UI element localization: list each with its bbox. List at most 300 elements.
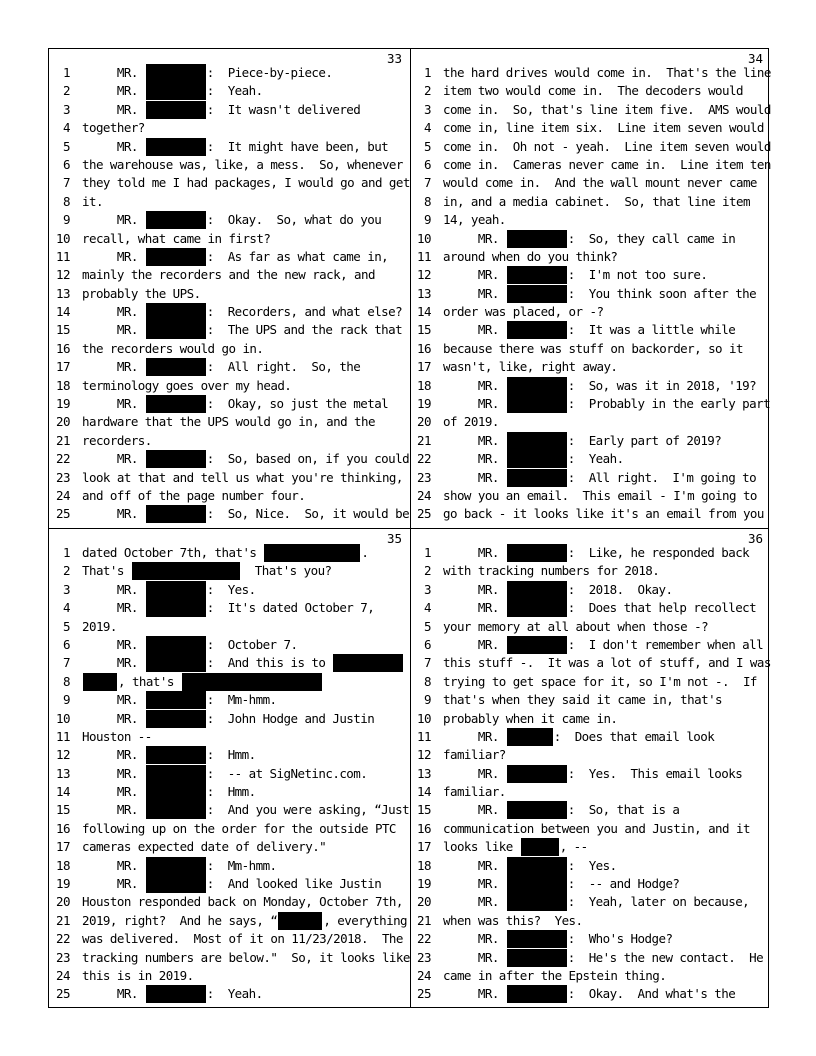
text-segment: MR. (82, 506, 145, 522)
line-number: 17 (56, 839, 70, 855)
line-number: 17 (417, 839, 431, 855)
redaction-block (146, 101, 206, 119)
text-segment: 2019. (82, 618, 117, 634)
line-number: 22 (417, 451, 431, 467)
line-number: 6 (63, 156, 70, 172)
line-text (82, 101, 402, 119)
line-number: 12 (56, 747, 70, 763)
text-segment: MR. (82, 876, 145, 892)
text-segment: : It wasn't delivered (206, 101, 361, 117)
line-number: 11 (417, 248, 431, 264)
line-number: 3 (424, 581, 431, 597)
transcript-line (48, 581, 408, 599)
line-text (443, 285, 763, 303)
line-number: 4 (63, 120, 70, 136)
text-segment: go back - it looks like it's an email from you (443, 506, 764, 522)
redaction-block (507, 893, 567, 911)
text-segment: dated October 7th, that's (82, 545, 264, 560)
redaction-block (507, 636, 567, 654)
line-text (82, 285, 402, 303)
text-segment: MR. (82, 655, 145, 671)
line-number: 11 (56, 728, 70, 744)
transcript-line (48, 599, 408, 617)
transcript-line (48, 230, 408, 248)
redaction-block (146, 857, 206, 875)
transcript-line (48, 156, 408, 174)
text-segment: : So, based on, if you could (206, 451, 410, 467)
text-segment: That's you? (240, 563, 332, 579)
transcript-line (48, 618, 408, 636)
text-segment: : And looked like Justin (206, 876, 382, 892)
text-segment: because there was stuff on backorder, so it (443, 340, 743, 356)
line-number: 18 (417, 377, 431, 393)
line-text (443, 156, 771, 174)
line-number: 20 (417, 414, 431, 430)
line-number: 25 (417, 986, 431, 1002)
redaction-block (146, 138, 206, 156)
transcript-line (409, 949, 769, 967)
line-number: 6 (424, 636, 431, 652)
redaction-block (146, 211, 206, 229)
line-text (443, 985, 763, 1003)
text-segment: : It was a little while (567, 322, 736, 338)
redaction-block (507, 377, 567, 395)
text-segment: , that's (118, 673, 181, 689)
transcript-line (409, 581, 769, 599)
line-number: 5 (424, 618, 431, 634)
text-segment: this is in 2019. (82, 967, 194, 983)
transcript-line (48, 413, 408, 431)
text-segment: following up on the order for the outside PTC (82, 820, 396, 836)
line-text (82, 599, 402, 617)
line-text (443, 138, 771, 156)
text-segment: MR. (82, 138, 145, 154)
text-segment: MR. (82, 304, 145, 320)
line-number: 14 (417, 784, 431, 800)
line-number: 18 (56, 377, 70, 393)
line-text (82, 64, 402, 82)
text-segment: MR. (443, 230, 506, 246)
transcript-line (48, 820, 408, 838)
transcript-lines (409, 64, 769, 524)
text-segment: : You think soon after the (567, 285, 757, 301)
transcript-line (409, 358, 769, 376)
line-number: 14 (56, 784, 70, 800)
line-number: 4 (424, 120, 431, 136)
transcript-line (409, 413, 769, 431)
line-text (443, 710, 763, 728)
redaction-block (146, 395, 206, 413)
line-number: 1 (63, 65, 70, 80)
redaction-block (507, 321, 567, 339)
line-number: 18 (56, 857, 70, 873)
text-segment: probably the UPS. (82, 285, 201, 301)
redaction-block (146, 321, 206, 339)
redaction-block (146, 303, 206, 321)
redaction-block (507, 985, 567, 1003)
text-segment: MR. (82, 65, 145, 80)
text-segment: : Okay, so just the metal (206, 396, 389, 412)
transcript-line (48, 875, 408, 893)
text-segment: MR. (443, 857, 506, 873)
line-number: 24 (417, 487, 431, 503)
redaction-block (264, 544, 360, 562)
line-number: 8 (63, 673, 70, 689)
text-segment: MR. (443, 432, 506, 448)
text-segment: : 2018. Okay. (567, 581, 673, 597)
line-number: 11 (417, 728, 431, 744)
redaction-block (521, 838, 559, 856)
redaction-block (132, 562, 240, 580)
redaction-block (182, 673, 322, 691)
transcript-page-36 (409, 528, 769, 1006)
text-segment: familiar. (443, 784, 506, 800)
line-number: 14 (417, 304, 431, 320)
transcript-line (48, 505, 408, 523)
line-text (82, 985, 402, 1003)
transcript-line (409, 930, 769, 948)
text-segment: : Yes. (206, 581, 256, 597)
text-segment: come in, line item six. Line item seven would (443, 120, 764, 136)
text-segment: : Yes. (567, 857, 617, 873)
line-number: 15 (417, 322, 431, 338)
text-segment: MR. (443, 285, 506, 301)
line-text (82, 450, 410, 468)
text-segment: MR. (82, 322, 145, 338)
line-number: 10 (56, 230, 70, 246)
line-number: 2 (63, 563, 70, 579)
transcript-line (409, 562, 769, 580)
line-number: 2 (424, 83, 431, 99)
text-segment: came in after the Epstein thing. (443, 967, 667, 983)
transcript-line (48, 710, 408, 728)
redaction-block (507, 949, 567, 967)
transcript-lines (409, 544, 769, 1004)
text-segment: MR. (443, 396, 506, 412)
redaction-block (507, 930, 567, 948)
text-segment: MR. (443, 469, 506, 485)
line-text (443, 193, 763, 211)
transcript-line (409, 156, 769, 174)
transcript-line (409, 395, 769, 413)
text-segment: : So, that is a (567, 802, 680, 818)
transcript-line (409, 912, 769, 930)
transcript-line (48, 432, 408, 450)
text-segment: with tracking numbers for 2018. (443, 563, 660, 579)
transcript-page-34 (409, 48, 769, 526)
line-number: 22 (56, 451, 70, 467)
line-text (443, 64, 771, 82)
line-text (82, 673, 402, 691)
text-segment: . (361, 545, 369, 560)
transcript-line (409, 469, 769, 487)
transcript-line (409, 801, 769, 819)
line-text (443, 893, 763, 911)
line-text (443, 783, 763, 801)
line-number: 7 (63, 175, 70, 191)
line-text (443, 211, 763, 229)
line-text (82, 930, 402, 948)
transcript-line (409, 691, 769, 709)
text-segment: Houston responded back on Monday, October 7th, (82, 894, 403, 910)
line-text (82, 340, 402, 358)
line-number: 11 (56, 248, 70, 264)
line-text (82, 857, 402, 875)
transcript-line (48, 138, 408, 156)
line-text (443, 413, 763, 431)
line-number: 23 (417, 949, 431, 965)
redaction-block (507, 432, 567, 450)
text-segment: communication between you and Justin, and it (443, 820, 750, 836)
text-segment: MR. (443, 949, 506, 965)
transcript-page-33 (48, 48, 408, 526)
line-number: 13 (417, 765, 431, 781)
transcript-line (48, 64, 408, 82)
text-segment: MR. (443, 876, 506, 892)
text-segment: MR. (82, 857, 145, 873)
transcript-line (409, 636, 769, 654)
line-text (82, 505, 410, 523)
line-text (443, 450, 763, 468)
line-text (82, 119, 402, 137)
transcript-line (409, 654, 769, 672)
line-text (443, 820, 763, 838)
line-number: 15 (417, 802, 431, 818)
line-number: 25 (417, 506, 431, 522)
line-text (82, 303, 402, 321)
transcript-line (48, 801, 408, 819)
redaction-block (278, 912, 322, 930)
text-segment: MR. (82, 359, 145, 375)
text-segment: : He's the new contact. He (567, 949, 764, 965)
text-segment: MR. (82, 101, 145, 117)
transcript-line (48, 395, 408, 413)
redaction-block (333, 654, 403, 672)
text-segment: : Like, he responded back (567, 545, 750, 560)
text-segment: 14, yeah. (443, 212, 506, 228)
line-text (443, 967, 763, 985)
redaction-block (507, 581, 567, 599)
line-text (443, 599, 763, 617)
text-segment: : Okay. So, what do you (206, 212, 382, 228)
text-segment: : It might have been, but (206, 138, 389, 154)
redaction-block (146, 358, 206, 376)
transcript-line (409, 673, 769, 691)
line-text (82, 377, 402, 395)
text-segment: MR. (443, 600, 506, 616)
text-segment: familiar? (443, 747, 506, 763)
redaction-block (146, 691, 206, 709)
text-segment: MR. (443, 931, 506, 947)
text-segment: item two would come in. The decoders would (443, 83, 743, 99)
line-text (443, 691, 763, 709)
line-text (443, 248, 763, 266)
line-text (82, 728, 402, 746)
line-text (82, 138, 402, 156)
line-number: 12 (56, 267, 70, 283)
text-segment: MR. (82, 83, 145, 99)
text-segment: : Piece-by-piece. (206, 65, 333, 80)
redaction-block (507, 875, 567, 893)
transcript-line (48, 783, 408, 801)
redaction-block (507, 857, 567, 875)
line-text (82, 746, 402, 764)
line-text (82, 618, 402, 636)
transcript-line (48, 930, 408, 948)
text-segment: trying to get space for it, so I'm not -. If (443, 673, 757, 689)
text-segment: : Does that email look (553, 728, 715, 744)
transcript-line (409, 174, 769, 192)
text-segment: MR. (82, 784, 145, 800)
transcript-line (409, 505, 769, 523)
redaction-block (146, 765, 206, 783)
line-number: 6 (424, 156, 431, 172)
line-text (443, 101, 771, 119)
transcript-line (48, 285, 408, 303)
text-segment: : Mm-hmm. (206, 857, 277, 873)
line-text (82, 820, 402, 838)
line-number: 22 (417, 931, 431, 947)
text-segment: MR. (82, 710, 145, 726)
text-segment: MR. (443, 545, 506, 560)
text-segment: : Recorders, and what else? (206, 304, 403, 320)
text-segment: look at that and tell us what you're thinking, (82, 469, 403, 485)
redaction-block (146, 783, 206, 801)
line-text (443, 654, 771, 672)
text-segment: show you an email. This email - I'm going to (443, 487, 757, 503)
text-segment: MR. (82, 581, 145, 597)
line-number: 5 (63, 138, 70, 154)
text-segment: : Okay. And what's the (567, 986, 736, 1002)
line-text (82, 581, 402, 599)
text-segment: : Yes. This email looks (567, 765, 743, 781)
transcript-line (409, 967, 769, 985)
transcript-line (48, 119, 408, 137)
text-segment: : As far as what came in, (206, 248, 389, 264)
line-number: 16 (417, 340, 431, 356)
line-text (82, 691, 402, 709)
transcript-line (48, 303, 408, 321)
transcript-line (409, 985, 769, 1003)
line-number: 4 (424, 600, 431, 616)
line-number: 19 (56, 876, 70, 892)
line-number: 2 (424, 563, 431, 579)
transcript-line (409, 266, 769, 284)
redaction-block (507, 450, 567, 468)
line-text (82, 432, 402, 450)
text-segment: of 2019. (443, 414, 499, 430)
line-text (82, 544, 402, 562)
line-number: 25 (56, 506, 70, 522)
text-segment: the recorders would go in. (82, 340, 264, 356)
line-text (443, 432, 763, 450)
transcript-line (48, 967, 408, 985)
line-text (82, 321, 402, 339)
redaction-block (146, 450, 206, 468)
transcript-line (48, 673, 408, 691)
transcript-line (409, 875, 769, 893)
line-number: 21 (417, 432, 431, 448)
line-number: 5 (63, 618, 70, 634)
line-number: 1 (63, 545, 70, 560)
line-text (443, 321, 763, 339)
transcript-line (409, 211, 769, 229)
line-text (82, 636, 402, 654)
line-text (443, 618, 763, 636)
text-segment: MR. (443, 267, 506, 283)
line-text (82, 893, 402, 911)
text-segment: : Mm-hmm. (206, 692, 277, 708)
redaction-block (507, 230, 567, 248)
text-segment: : -- at SigNetinc.com. (206, 765, 368, 781)
line-text (82, 156, 402, 174)
text-segment: : All right. So, the (206, 359, 361, 375)
text-segment: come in. So, that's line item five. AMS would (443, 101, 771, 117)
line-number: 15 (56, 802, 70, 818)
redaction-block (146, 710, 206, 728)
transcript-line (409, 765, 769, 783)
text-segment: MR. (443, 636, 506, 652)
line-text (443, 912, 763, 930)
line-number: 20 (56, 414, 70, 430)
transcript-line (409, 820, 769, 838)
transcript-line (409, 432, 769, 450)
transcript-line (48, 765, 408, 783)
text-segment: that's when they said it came in, that's (443, 692, 723, 708)
text-segment: MR. (82, 636, 145, 652)
text-segment: probably when it came in. (443, 710, 618, 726)
text-segment: MR. (82, 692, 145, 708)
transcript-line (48, 101, 408, 119)
transcript-line (48, 340, 408, 358)
text-segment: recorders. (82, 432, 152, 448)
line-text (82, 967, 402, 985)
transcript-line (48, 377, 408, 395)
text-segment: MR. (82, 986, 145, 1002)
line-number: 20 (56, 894, 70, 910)
line-text (443, 765, 763, 783)
text-segment: come in. Oh not - yeah. Line item seven would (443, 138, 771, 154)
transcript-line (48, 469, 408, 487)
line-number: 3 (63, 101, 70, 117)
line-text (82, 912, 408, 930)
text-segment: MR. (443, 765, 506, 781)
line-number: 3 (63, 581, 70, 597)
line-text (443, 469, 763, 487)
line-number: 24 (56, 967, 70, 983)
redaction-block (507, 395, 567, 413)
line-text (82, 654, 402, 672)
text-segment: , everything (323, 912, 408, 928)
line-number: 13 (417, 285, 431, 301)
page-number: 34 (747, 51, 763, 66)
text-segment: : Hmm. (206, 784, 256, 800)
text-segment: MR. (82, 396, 145, 412)
text-segment: : Early part of 2019? (567, 432, 722, 448)
transcript-lines (48, 544, 408, 1004)
transcript-line (409, 193, 769, 211)
text-segment: MR. (82, 212, 145, 228)
line-number: 23 (56, 949, 70, 965)
text-segment: : Yeah. (206, 986, 263, 1002)
redaction-block (146, 875, 206, 893)
line-number: 25 (56, 986, 70, 1002)
redaction-block (146, 801, 206, 819)
redaction-block (146, 636, 206, 654)
line-number: 16 (417, 820, 431, 836)
text-segment: order was placed, or -? (443, 304, 604, 320)
line-text (443, 673, 763, 691)
